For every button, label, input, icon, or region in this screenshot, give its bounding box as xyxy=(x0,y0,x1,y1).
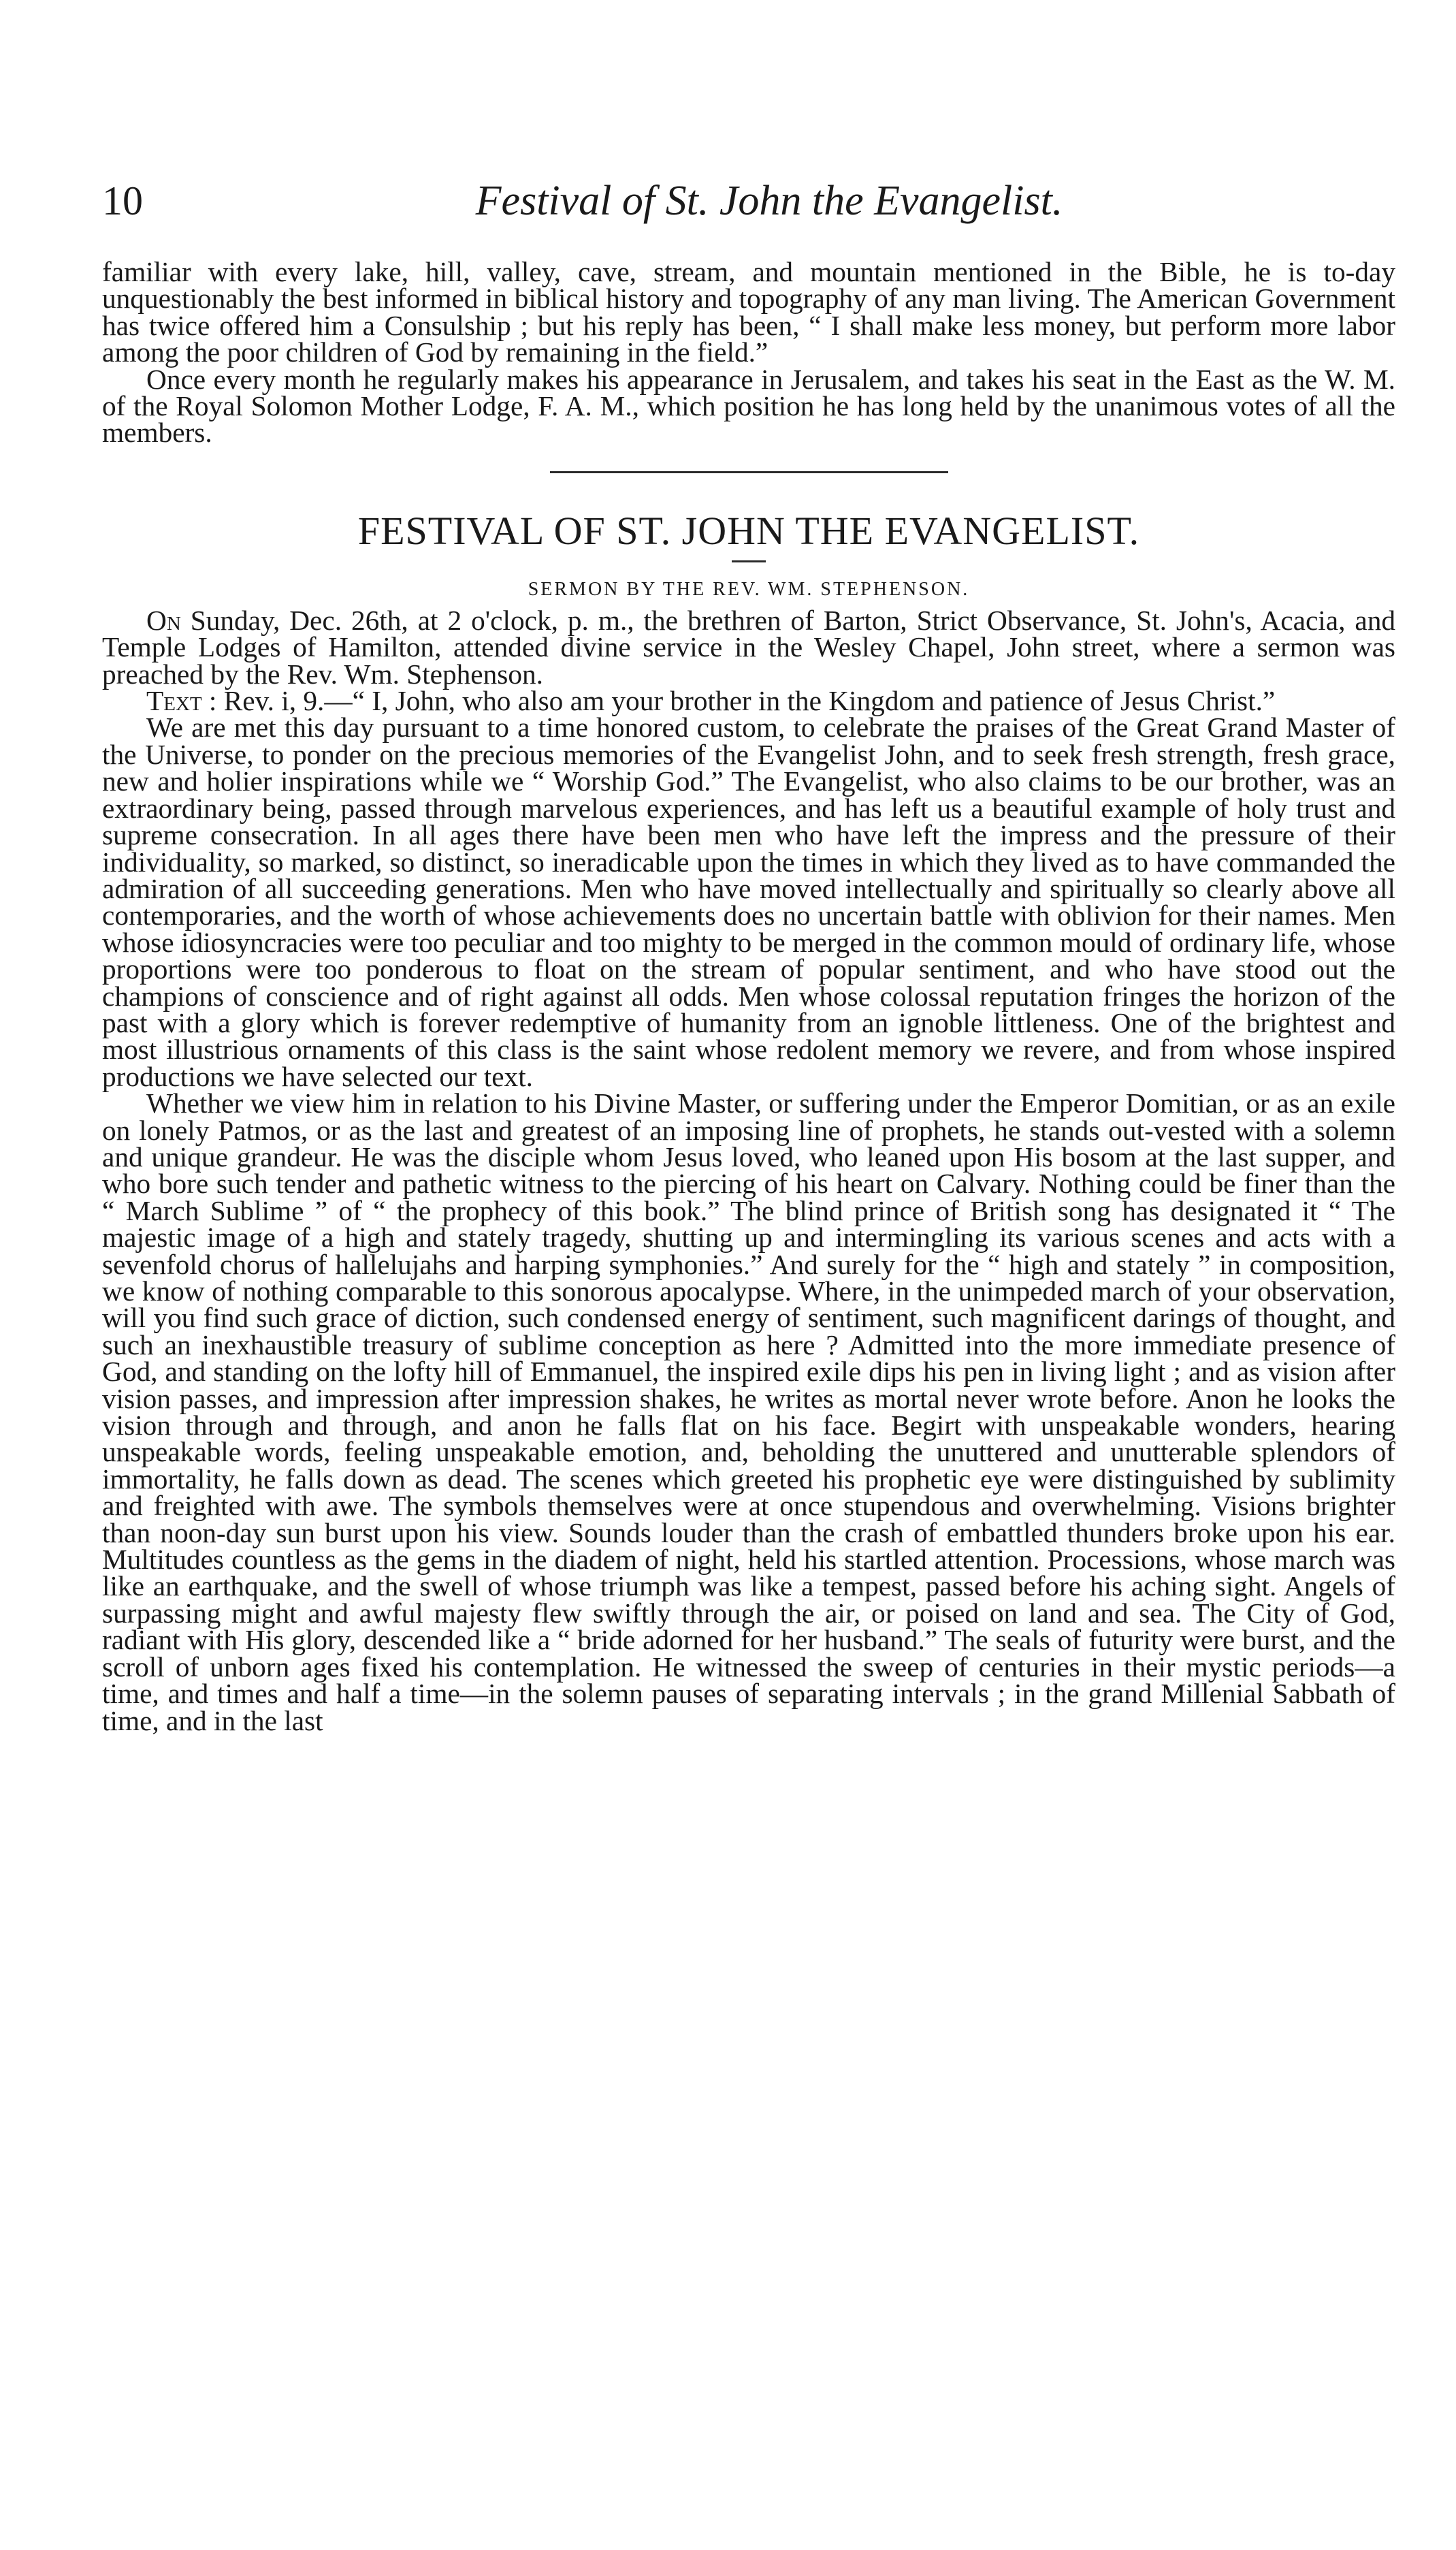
sermon-paragraph-1: We are met this day pursuant to a time honored custom, to celebrate the praises of the Great Grand Master of the Universe, to ponder on the precious memories of the Evangelist John, and to seek fresh strength, fresh grace, new and holier inspirations while we “ Worship God.” The Evangelist, who also claims to be our brother, was an extraordinary being, passed through marvelous experiences, and has left us a beautiful example of holy trust and supreme consecration. In all ages there have been men who have left the impress and the pressure of their individuality, so marked, so distinct, so ineradicable upon the times in which they lived as to have commanded the admiration of all succeeding generations. Men who have moved intellectually and spiritually so clearly above all contemporaries, and the worth of whose achievements does no uncertain battle with oblivion for their names. Men whose idiosyncracies were too peculiar and too mighty to be merged in the common mould of ordinary life, whose proportions were too ponderous to float on the stream of popular sentiment, and who have stood out the champions of conscience and of right against all odds. Men whose colossal reputation fringes the horizon of the past with a glory which is forever redemptive of humanity from an ignoble littleness. One of the brightest and most illustrious ornaments of this class is the saint whose redolent memory we revere, and from whose inspired productions we have selected our text. xyxy=(102,712,1395,1092)
text-citation-body: : Rev. i, 9.—“ I, John, who also am your brother in the Kingdom and patience of Jesus Christ.” xyxy=(201,685,1276,717)
text-citation-lead: Text xyxy=(146,685,202,717)
page-header xyxy=(102,174,1409,228)
section-divider xyxy=(550,471,948,473)
opening-paragraph xyxy=(102,604,1395,690)
title-underline xyxy=(732,560,766,562)
intro-paragraph-2: Once every month he regularly makes his appearance in Jerusalem, and takes his seat in the East as the W. M. of the Royal Solomon Mother Lodge, F. A. M., which position he has long held by the unanimous votes of all the members. xyxy=(102,363,1395,449)
opening-paragraph-text: Sunday, Dec. 26th, at 2 o'clock, p. m., the brethren of Barton, Strict Observance, St. John's, Acacia, and Temple Lodges of Hamilton, attended divine service in the Wesley Chapel, John street, where a sermon was preached by the Rev. Wm. Stephenson. xyxy=(102,604,1395,690)
opening-lead-word: On xyxy=(146,604,181,636)
page-number: 10 xyxy=(102,178,143,223)
article-subtitle: SERMON BY THE REV. WM. STEPHENSON. xyxy=(528,578,970,600)
sermon-paragraph-2: Whether we view him in relation to his Divine Master, or suffering under the Emperor Domitian, or as an exile on lonely Patmos, or as the last and greatest of an imposing line of prophets, he stands out-vested with a solemn and unique grandeur. He was the disciple whom Jesus loved, who leaned upon His bosom at the last supper, and who bore such tender and pathetic witness to the piercing of his heart on Calvary. Nothing could be finer than the “ March Sublime ” of “ the prophecy of this book.” The blind prince of British song has designated it “ The majestic image of a high and stately tragedy, shutting up and intermingling its various scenes and acts with a sevenfold chorus of hallelujahs and harping symphonies.” And surely for the “ high and stately ” in composition, we know of nothing comparable to this sonorous apocalypse. Where, in the unimpeded march of your observation, will you find such grace of diction, such condensed energy of sentiment, such magnificent darings of thought, and such an inexhaustible treasury of sublime conception as here ? Admitted into the more immediate presence of God, and standing on the lofty hill of Emmanuel, the inspired exile dips his pen in living light ; and as vision after vision passes, and impression after impression shakes, he writes as mortal never wrote before. Anon he looks the vision through and through, and anon he falls flat on his face. Begirt with unspeakable wonders, hearing unspeakable words, feeling unspeakable emotion, and, beholding the unuttered and unutterable splendors of immortality, he falls down as dead. The scenes which greeted his prophetic eye were distinguished by sublimity and freighted with awe. The symbols themselves were at once stupendous and overwhelming. Visions brighter than noon-day sun burst upon his view. Sounds louder than the crash of embattled thunders broke upon his ear. Multitudes countless as the gems in the diadem of night, held his startled attention. Processions, whose march was like an earthquake, and the swell of whose triumph was like a tempest, passed before his aching sight. Angels of surpassing might and awful majesty flew swiftly through the air, or poised on land and sea. The City of God, radiant with His glory, descended like a “ bride adorned for her husband.” The seals of futurity were burst, and the scroll of unborn ages fixed his contemplation. He witnessed the sweep of centuries in their mystic periods—a time, and times and half a time—in the solemn pauses of separating intervals ; in the grand Millenial Sabbath of time, and in the last xyxy=(102,1087,1395,1736)
article-title: FESTIVAL OF ST. JOHN THE EVANGELIST. xyxy=(357,508,1140,553)
text-citation xyxy=(102,685,1395,717)
intro-paragraph-1: familiar with every lake, hill, valley, cave, stream, and mountain mentioned in the Bible, he is to-day unquestionably the best informed in biblical history and topography of any man living. The American Government has twice offered him a Consulship ; but his reply has been, “ I shall make less money, but perform more labor among the poor children of God by remaining in the field.” xyxy=(102,256,1395,368)
body-text xyxy=(102,256,1395,1736)
running-title: Festival of St. John the Evangelist. xyxy=(475,178,1063,224)
